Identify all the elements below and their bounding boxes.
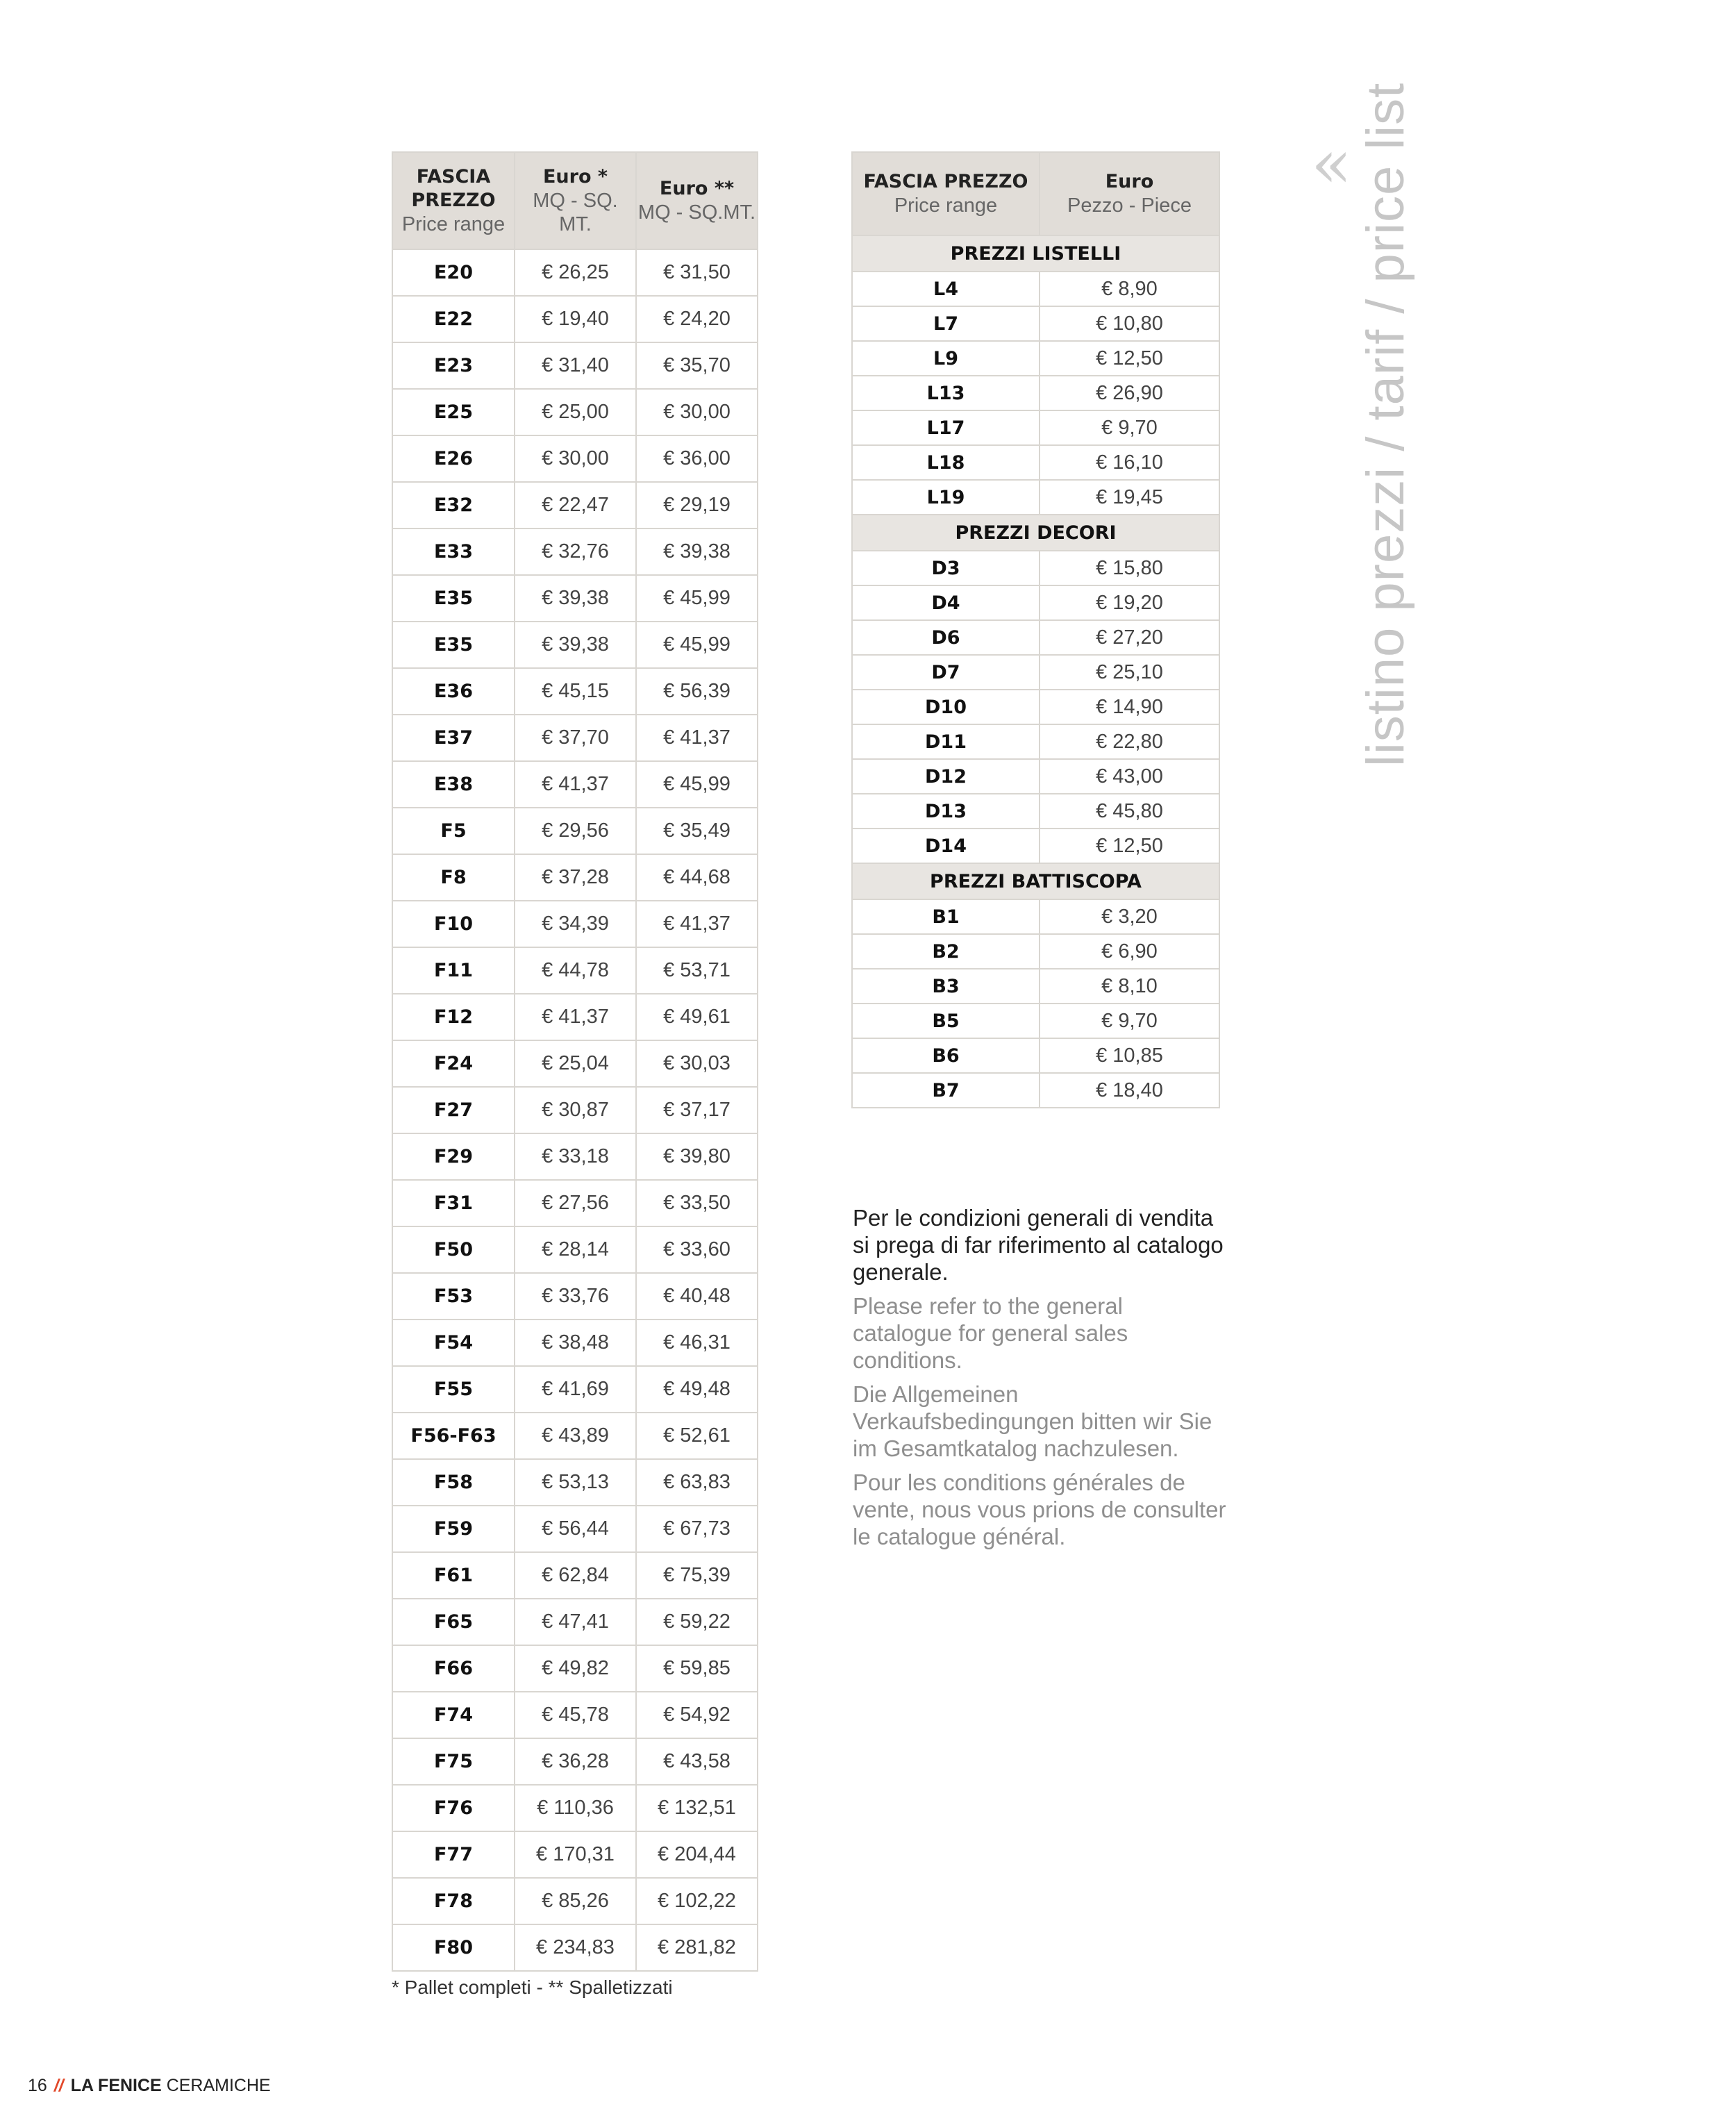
price-range-code: F75 [392, 1738, 515, 1785]
price-depallet: € 30,00 [636, 389, 758, 435]
price-depallet: € 53,71 [636, 947, 758, 994]
table-row [852, 724, 1219, 759]
table-row [852, 1004, 1219, 1038]
price-piece: € 12,50 [1040, 829, 1219, 863]
price-piece: € 18,40 [1040, 1073, 1219, 1108]
price-depallet: € 39,38 [636, 528, 758, 575]
price-depallet: € 29,19 [636, 482, 758, 528]
price-range-code: B7 [852, 1073, 1040, 1108]
note-french: Pour les conditions générales de vente, nous vous prions de consulter le catalogue général. [853, 1470, 1226, 1549]
price-range-code: F27 [392, 1087, 515, 1133]
price-pallet: € 25,04 [515, 1040, 636, 1087]
quote-mark-icon: « [1311, 125, 1352, 203]
table-row [392, 1320, 758, 1366]
table-row [392, 854, 758, 901]
note-german: Die Allgemeinen Verkaufsbedingungen bitten wir Sie im Gesamtkatalog nachzulesen. [853, 1381, 1212, 1461]
price-pallet: € 34,39 [515, 901, 636, 947]
table-row [392, 1180, 758, 1226]
table-row [392, 1599, 758, 1645]
price-range-code: F53 [392, 1273, 515, 1320]
table-row [852, 829, 1219, 863]
header-price-range: FASCIA PREZZO Price range [852, 152, 1040, 235]
price-pallet: € 33,18 [515, 1133, 636, 1180]
price-pallet: € 47,41 [515, 1599, 636, 1645]
price-range-code: E26 [392, 435, 515, 482]
price-pallet: € 56,44 [515, 1506, 636, 1552]
brand-name: LA FENICE [70, 2076, 162, 2095]
price-depallet: € 31,50 [636, 249, 758, 296]
price-range-code: E35 [392, 622, 515, 668]
price-pallet: € 19,40 [515, 296, 636, 342]
price-range-code: F24 [392, 1040, 515, 1087]
price-range-code: E20 [392, 249, 515, 296]
price-depallet: € 59,85 [636, 1645, 758, 1692]
price-range-code: B3 [852, 969, 1040, 1004]
side-title: listino prezzi / tarif / price list [1356, 82, 1415, 767]
table-row [852, 934, 1219, 969]
price-pallet: € 30,00 [515, 435, 636, 482]
page-footer [28, 2076, 271, 2096]
price-range-code: B6 [852, 1038, 1040, 1073]
table-row [392, 575, 758, 622]
sales-conditions-notes [853, 1204, 1228, 1557]
price-range-code: E33 [392, 528, 515, 575]
price-range-code: E23 [392, 342, 515, 389]
price-depallet: € 41,37 [636, 715, 758, 761]
table-row [392, 1366, 758, 1413]
table-row [852, 794, 1219, 829]
table-row [852, 551, 1219, 585]
table-row [852, 1038, 1219, 1073]
price-range-code: D13 [852, 794, 1040, 829]
header-price-range: FASCIA PREZZO Price range [392, 152, 515, 249]
table-row [392, 1459, 758, 1506]
price-piece: € 15,80 [1040, 551, 1219, 585]
price-range-code: E32 [392, 482, 515, 528]
price-range-code: F8 [392, 854, 515, 901]
table-row [852, 655, 1219, 690]
price-range-code: F55 [392, 1366, 515, 1413]
price-range-code: F31 [392, 1180, 515, 1226]
table-row [852, 376, 1219, 410]
price-piece: € 9,70 [1040, 1004, 1219, 1038]
table-row [392, 715, 758, 761]
table-row [852, 969, 1219, 1004]
price-depallet: € 63,83 [636, 1459, 758, 1506]
table-header-row [392, 152, 758, 249]
price-pallet: € 85,26 [515, 1878, 636, 1924]
piece-price-table [851, 151, 1220, 1108]
table-row [392, 1133, 758, 1180]
price-pallet: € 38,48 [515, 1320, 636, 1366]
price-range-code: F77 [392, 1831, 515, 1878]
price-pallet: € 49,82 [515, 1645, 636, 1692]
price-range-code: F78 [392, 1878, 515, 1924]
price-pallet: € 36,28 [515, 1738, 636, 1785]
price-depallet: € 45,99 [636, 622, 758, 668]
table-row [392, 808, 758, 854]
table-row [392, 1831, 758, 1878]
price-range-code: B1 [852, 899, 1040, 934]
price-depallet: € 102,22 [636, 1878, 758, 1924]
table-header-row [852, 152, 1219, 235]
table-row [392, 1785, 758, 1831]
price-range-code: D7 [852, 655, 1040, 690]
table-row [852, 272, 1219, 306]
header-euro-piece: Euro Pezzo - Piece [1040, 152, 1219, 235]
table-row [852, 445, 1219, 480]
price-pallet: € 62,84 [515, 1552, 636, 1599]
price-depallet: € 37,17 [636, 1087, 758, 1133]
price-range-code: D12 [852, 759, 1040, 794]
table-row [392, 528, 758, 575]
price-depallet: € 54,92 [636, 1692, 758, 1738]
page-number: 16 [28, 2076, 47, 2095]
note-english: Please refer to the general catalogue for general sales conditions. [853, 1293, 1128, 1373]
price-depallet: € 43,58 [636, 1738, 758, 1785]
price-piece: € 14,90 [1040, 690, 1219, 724]
price-range-code: D4 [852, 585, 1040, 620]
price-piece: € 8,90 [1040, 272, 1219, 306]
price-depallet: € 33,60 [636, 1226, 758, 1273]
price-depallet: € 35,70 [636, 342, 758, 389]
price-pallet: € 30,87 [515, 1087, 636, 1133]
price-range-code: L19 [852, 480, 1040, 515]
section-title: PREZZI DECORI [852, 515, 1219, 551]
table-row [852, 585, 1219, 620]
price-pallet: € 28,14 [515, 1226, 636, 1273]
price-pallet: € 32,76 [515, 528, 636, 575]
price-range-code: F65 [392, 1599, 515, 1645]
price-depallet: € 49,61 [636, 994, 758, 1040]
price-range-code: L18 [852, 445, 1040, 480]
price-depallet: € 24,20 [636, 296, 758, 342]
price-piece: € 19,20 [1040, 585, 1219, 620]
price-range-code: D10 [852, 690, 1040, 724]
table-row [852, 341, 1219, 376]
price-depallet: € 40,48 [636, 1273, 758, 1320]
table-row [392, 482, 758, 528]
price-piece: € 10,85 [1040, 1038, 1219, 1073]
price-pallet: € 234,83 [515, 1924, 636, 1971]
price-depallet: € 30,03 [636, 1040, 758, 1087]
price-depallet: € 204,44 [636, 1831, 758, 1878]
price-piece: € 10,80 [1040, 306, 1219, 341]
table-row [392, 761, 758, 808]
section-header-row [852, 515, 1219, 551]
price-range-code: F58 [392, 1459, 515, 1506]
price-pallet: € 26,25 [515, 249, 636, 296]
price-range-code: F80 [392, 1924, 515, 1971]
price-pallet: € 37,70 [515, 715, 636, 761]
brand-suffix: CERAMICHE [166, 2076, 271, 2095]
table-row [392, 901, 758, 947]
price-piece: € 26,90 [1040, 376, 1219, 410]
price-range-code: D3 [852, 551, 1040, 585]
price-range-code: L4 [852, 272, 1040, 306]
section-title: PREZZI BATTISCOPA [852, 863, 1219, 899]
price-piece: € 16,10 [1040, 445, 1219, 480]
table-row [392, 389, 758, 435]
price-piece: € 6,90 [1040, 934, 1219, 969]
price-pallet: € 45,78 [515, 1692, 636, 1738]
table-row [852, 690, 1219, 724]
table-row [392, 1040, 758, 1087]
price-pallet: € 39,38 [515, 575, 636, 622]
price-range-code: F66 [392, 1645, 515, 1692]
price-range-code: D14 [852, 829, 1040, 863]
price-pallet: € 53,13 [515, 1459, 636, 1506]
table-row [852, 759, 1219, 794]
price-depallet: € 49,48 [636, 1366, 758, 1413]
price-range-code: E38 [392, 761, 515, 808]
price-pallet: € 39,38 [515, 622, 636, 668]
price-piece: € 25,10 [1040, 655, 1219, 690]
price-piece: € 19,45 [1040, 480, 1219, 515]
price-range-code: L9 [852, 341, 1040, 376]
price-range-code: F10 [392, 901, 515, 947]
table-row [392, 622, 758, 668]
price-pallet: € 33,76 [515, 1273, 636, 1320]
price-piece: € 27,20 [1040, 620, 1219, 655]
table-row [852, 899, 1219, 934]
price-pallet: € 44,78 [515, 947, 636, 994]
price-range-table [392, 151, 758, 1972]
table-row [852, 306, 1219, 341]
price-range-code: F29 [392, 1133, 515, 1180]
price-range-code: E22 [392, 296, 515, 342]
table-row [852, 480, 1219, 515]
price-depallet: € 281,82 [636, 1924, 758, 1971]
table-row [392, 1273, 758, 1320]
price-range-code: E37 [392, 715, 515, 761]
footer-separator: // [53, 2076, 64, 2095]
price-range-code: L7 [852, 306, 1040, 341]
price-range-code: F74 [392, 1692, 515, 1738]
price-piece: € 22,80 [1040, 724, 1219, 759]
price-depallet: € 52,61 [636, 1413, 758, 1459]
price-range-code: F11 [392, 947, 515, 994]
table-row [392, 1226, 758, 1273]
price-depallet: € 46,31 [636, 1320, 758, 1366]
price-depallet: € 45,99 [636, 761, 758, 808]
price-pallet: € 110,36 [515, 1785, 636, 1831]
table-row [852, 1073, 1219, 1108]
price-range-code: F12 [392, 994, 515, 1040]
section-title: PREZZI LISTELLI [852, 235, 1219, 272]
price-pallet: € 37,28 [515, 854, 636, 901]
price-depallet: € 132,51 [636, 1785, 758, 1831]
table-row [852, 620, 1219, 655]
price-range-code: E35 [392, 575, 515, 622]
price-depallet: € 36,00 [636, 435, 758, 482]
table-row [392, 994, 758, 1040]
price-range-code: L17 [852, 410, 1040, 445]
price-range-code: F54 [392, 1320, 515, 1366]
table-row [852, 410, 1219, 445]
price-pallet: € 43,89 [515, 1413, 636, 1459]
price-range-code: F56-F63 [392, 1413, 515, 1459]
table-row [392, 435, 758, 482]
table-row [392, 1087, 758, 1133]
section-header-row [852, 863, 1219, 899]
price-depallet: € 75,39 [636, 1552, 758, 1599]
price-depallet: € 56,39 [636, 668, 758, 715]
price-depallet: € 39,80 [636, 1133, 758, 1180]
price-pallet: € 41,37 [515, 761, 636, 808]
table-row [392, 1413, 758, 1459]
price-range-code: F61 [392, 1552, 515, 1599]
table-row [392, 1506, 758, 1552]
price-depallet: € 41,37 [636, 901, 758, 947]
price-depallet: € 33,50 [636, 1180, 758, 1226]
price-pallet: € 31,40 [515, 342, 636, 389]
price-pallet: € 170,31 [515, 1831, 636, 1878]
table-row [392, 249, 758, 296]
table-row [392, 668, 758, 715]
price-depallet: € 67,73 [636, 1506, 758, 1552]
price-piece: € 12,50 [1040, 341, 1219, 376]
price-piece: € 43,00 [1040, 759, 1219, 794]
price-pallet: € 41,37 [515, 994, 636, 1040]
price-range-code: E36 [392, 668, 515, 715]
price-pallet: € 45,15 [515, 668, 636, 715]
price-piece: € 9,70 [1040, 410, 1219, 445]
price-range-code: L13 [852, 376, 1040, 410]
price-range-code: F59 [392, 1506, 515, 1552]
price-range-code: D6 [852, 620, 1040, 655]
header-euro-pallet: Euro * MQ - SQ. MT. [515, 152, 636, 249]
price-piece: € 45,80 [1040, 794, 1219, 829]
price-range-code: E25 [392, 389, 515, 435]
header-euro-depallet: Euro ** MQ - SQ.MT. [636, 152, 758, 249]
price-range-code: F5 [392, 808, 515, 854]
price-pallet: € 25,00 [515, 389, 636, 435]
note-italian: Per le condizioni generali di vendita si prega di far riferimento al catalogo generale. [853, 1205, 1224, 1285]
price-pallet: € 41,69 [515, 1366, 636, 1413]
table-row [392, 1692, 758, 1738]
table-row [392, 296, 758, 342]
table-row [392, 1738, 758, 1785]
price-depallet: € 44,68 [636, 854, 758, 901]
table-footnote: * Pallet completi - ** Spalletizzati [392, 1976, 673, 1998]
price-piece: € 8,10 [1040, 969, 1219, 1004]
section-header-row [852, 235, 1219, 272]
price-range-code: F50 [392, 1226, 515, 1273]
price-depallet: € 59,22 [636, 1599, 758, 1645]
price-depallet: € 35,49 [636, 808, 758, 854]
price-pallet: € 29,56 [515, 808, 636, 854]
price-pallet: € 22,47 [515, 482, 636, 528]
price-depallet: € 45,99 [636, 575, 758, 622]
price-range-code: F76 [392, 1785, 515, 1831]
table-row [392, 1645, 758, 1692]
price-range-code: B5 [852, 1004, 1040, 1038]
price-pallet: € 27,56 [515, 1180, 636, 1226]
table-row [392, 1924, 758, 1971]
table-row [392, 342, 758, 389]
table-row [392, 1552, 758, 1599]
price-range-code: B2 [852, 934, 1040, 969]
table-row [392, 947, 758, 994]
price-piece: € 3,20 [1040, 899, 1219, 934]
table-row [392, 1878, 758, 1924]
price-range-code: D11 [852, 724, 1040, 759]
